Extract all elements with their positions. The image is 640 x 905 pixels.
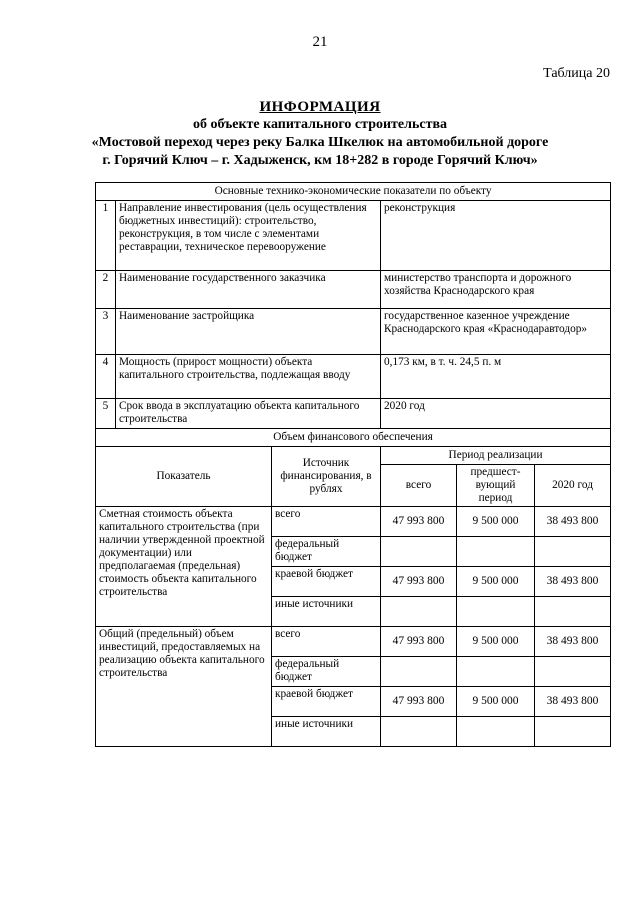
row-number: 3 [96, 309, 116, 355]
previous-cell [457, 657, 535, 687]
indicator-value: государственное казенное учреждение Краснодарского края «Краснодаравтодор» [381, 309, 611, 355]
header-source: Источник финансирования, в рублях [272, 447, 381, 507]
previous-cell: 9 500 000 [457, 567, 535, 597]
total-cell [381, 717, 457, 747]
header-year: 2020 год [535, 465, 611, 507]
total-cell: 47 993 800 [381, 687, 457, 717]
header-indicator: Показатель [96, 447, 272, 507]
source-cell: иные источники [272, 717, 381, 747]
previous-cell [457, 717, 535, 747]
year-cell: 38 493 800 [535, 567, 611, 597]
section-title-finance: Объем финансового обеспечения [96, 429, 611, 447]
source-cell: федеральный бюджет [272, 657, 381, 687]
heading-title: ИНФОРМАЦИЯ [259, 99, 381, 115]
header-period: Период реализации [381, 447, 611, 465]
total-cell: 47 993 800 [381, 567, 457, 597]
document-heading [60, 98, 580, 170]
source-cell: иные источники [272, 597, 381, 627]
total-cell [381, 537, 457, 567]
finance-row [96, 507, 611, 537]
row-number: 1 [96, 201, 116, 271]
info-table [95, 182, 611, 747]
year-cell: 38 493 800 [535, 687, 611, 717]
source-cell: краевой бюджет [272, 567, 381, 597]
indicator-row [96, 355, 611, 399]
total-cell [381, 657, 457, 687]
row-number: 5 [96, 399, 116, 429]
header-total: всего [381, 465, 457, 507]
indicator-row [96, 271, 611, 309]
heading-object-name-2: г. Горячий Ключ – г. Хадыженск, км 18+282 в городе Горячий Ключ» [102, 153, 538, 168]
heading-subtitle: об объекте капитального строительства [192, 117, 448, 132]
source-cell: всего [272, 507, 381, 537]
indicator-name: Мощность (прирост мощности) объекта капитального строительства, подлежащая вводу [116, 355, 381, 399]
source-cell: краевой бюджет [272, 687, 381, 717]
total-cell [381, 597, 457, 627]
year-cell: 38 493 800 [535, 507, 611, 537]
page-number: 21 [312, 34, 328, 50]
table-label: Таблица 20 [543, 66, 610, 81]
year-cell [535, 597, 611, 627]
total-cell: 47 993 800 [381, 627, 457, 657]
indicator-name: Направление инвестирования (цель осуществления бюджетных инвестиций): строительство, реконструкция, в том числе с элементами реставрации, техническое перевооружение [116, 201, 381, 271]
finance-indicator-label: Сметная стоимость объекта капитального строительства (при наличии утвержденной проектной документации) или предполагаемая (предельная) стоимость объекта капитального строительства [96, 507, 272, 627]
indicator-name: Наименование государственного заказчика [116, 271, 381, 309]
section-title-indicators: Основные технико-экономические показатели по объекту [96, 183, 611, 201]
indicator-value: 0,173 км, в т. ч. 24,5 п. м [381, 355, 611, 399]
total-cell: 47 993 800 [381, 507, 457, 537]
previous-cell: 9 500 000 [457, 687, 535, 717]
year-cell [535, 717, 611, 747]
year-cell [535, 537, 611, 567]
heading-object-name-1: «Мостовой переход через реку Балка Шкелюк на автомобильной дороге [91, 135, 549, 150]
finance-row [96, 627, 611, 657]
previous-cell [457, 537, 535, 567]
row-number: 4 [96, 355, 116, 399]
source-cell: федеральный бюджет [272, 537, 381, 567]
source-cell: всего [272, 627, 381, 657]
indicator-row [96, 399, 611, 429]
indicator-value: 2020 год [381, 399, 611, 429]
indicator-row [96, 309, 611, 355]
row-number: 2 [96, 271, 116, 309]
previous-cell [457, 597, 535, 627]
year-cell: 38 493 800 [535, 627, 611, 657]
indicator-name: Срок ввода в эксплуатацию объекта капитального строительства [116, 399, 381, 429]
previous-cell: 9 500 000 [457, 507, 535, 537]
header-previous: предшест-вующий период [457, 465, 535, 507]
indicator-value: реконструкция [381, 201, 611, 271]
finance-indicator-label: Общий (предельный) объем инвестиций, предоставляемых на реализацию объекта капитального строительства [96, 627, 272, 747]
indicator-name: Наименование застройщика [116, 309, 381, 355]
previous-cell: 9 500 000 [457, 627, 535, 657]
year-cell [535, 657, 611, 687]
indicator-value: министерство транспорта и дорожного хозяйства Краснодарского края [381, 271, 611, 309]
indicator-row [96, 201, 611, 271]
